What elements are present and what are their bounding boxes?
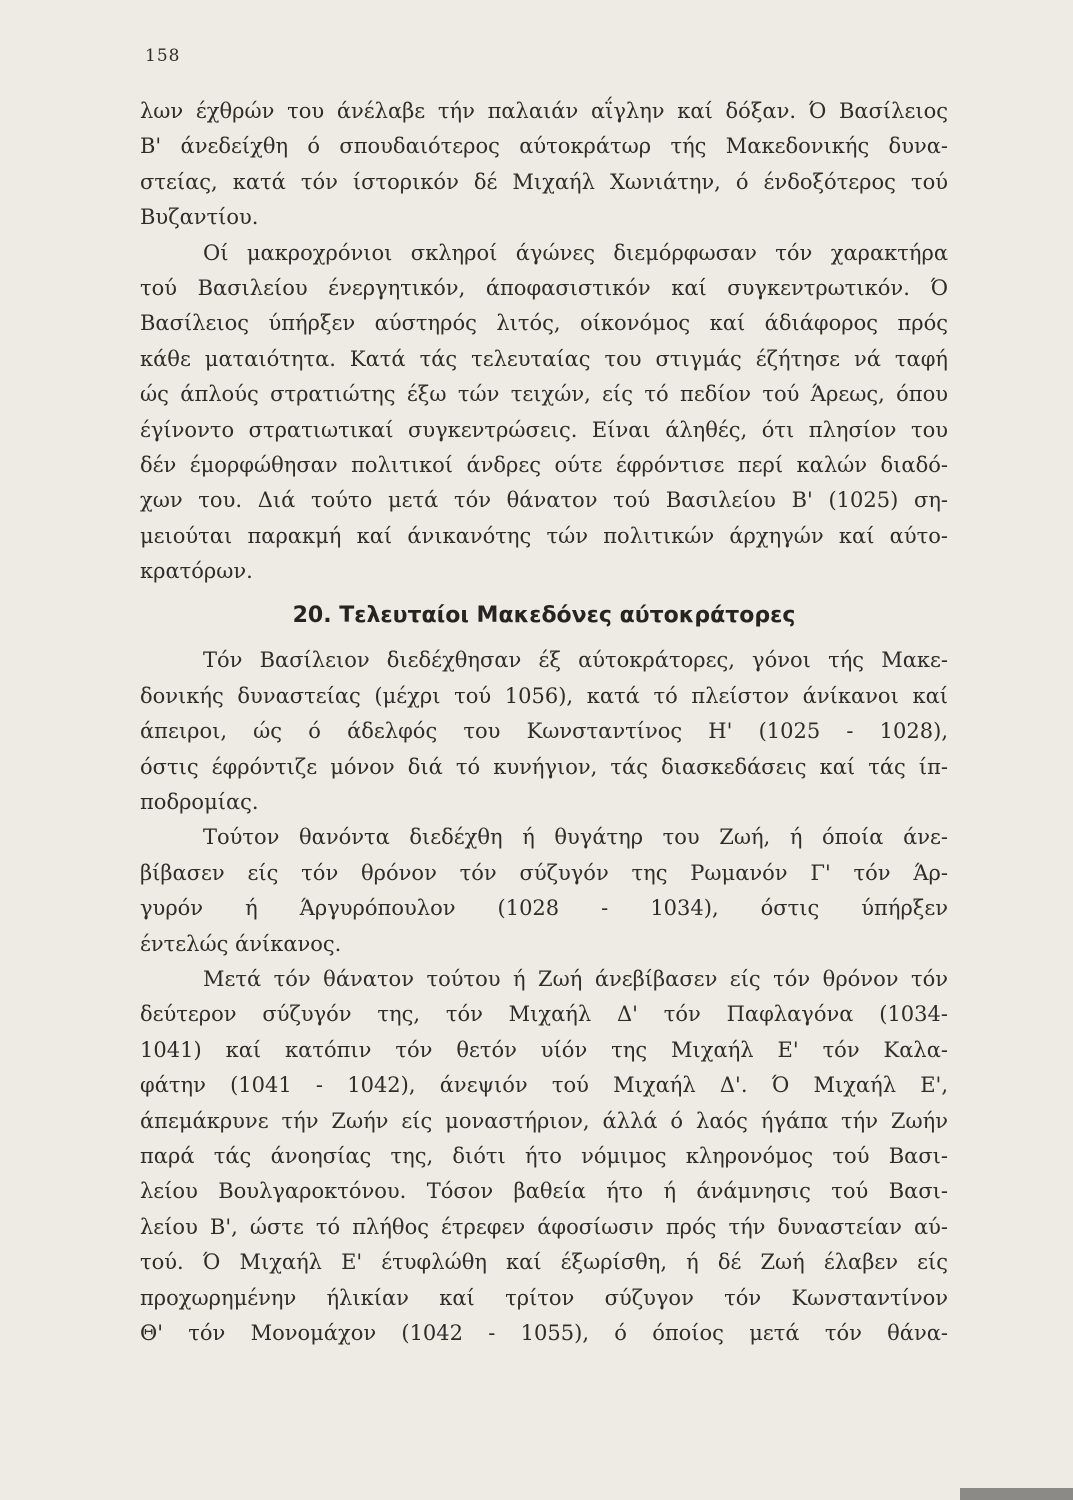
- text-line: κάθε ματαιότητα. Κατά τάς τελευταίας του στιγμάς έζήτησε νά ταφή: [140, 346, 948, 371]
- text-line: βίβασεν είς τόν θρόνον τόν σύζυγόν της Ρωμανόν Γ' τόν Άρ-: [140, 860, 948, 885]
- body-text: [140, 94, 948, 1351]
- text-line: φάτην (1041 - 1042), άνεψιόν τού Μιχαήλ Δ'. Ό Μιχαήλ Ε',: [140, 1073, 948, 1098]
- text-line: Οί μακροχρόνιοι σκληροί άγώνες διεμόρφωσαν τόν χαρακτήρα: [203, 240, 948, 265]
- text-line: όστις έφρόντιζε μόνον διά τό κυνήγιον, τάς διασκεδάσεις καί τάς ίπ-: [140, 754, 948, 779]
- text-line: 1041) καί κατόπιν τόν θετόν υίόν της Μιχαήλ Ε' τόν Καλα-: [140, 1037, 948, 1062]
- text-line: ώς άπλούς στρατιώτης έξω τών τειχών, είς τό πεδίον τού Άρεως, όπου: [140, 382, 948, 407]
- scan-edge-strip: [960, 1488, 1073, 1500]
- text-line: λείου Βουλγαροκτόνου. Τόσον βαθεία ήτο ή άνάμνησις τού Βασι-: [140, 1179, 948, 1204]
- text-line: προχωρημένην ήλικίαν καί τρίτον σύζυγον τόν Κωνσταντίνον: [140, 1285, 948, 1310]
- text-line: γυρόν ή Άργυρόπουλον (1028 - 1034), όστις ύπήρξεν: [140, 896, 948, 921]
- text-line: τού. Ό Μιχαήλ Ε' έτυφλώθη καί έξωρίσθη, ή δέ Ζωή έλαβεν είς: [140, 1250, 948, 1275]
- text-line: στείας, κατά τόν ίστορικόν δέ Μιχαήλ Χωνιάτην, ό ένδοξότερος τού: [140, 169, 948, 194]
- text-line: άπειροι, ώς ό άδελφός του Κωνσταντίνος Η' (1025 - 1028),: [140, 719, 948, 744]
- text-line: δέν έμορφώθησαν πολιτικοί άνδρες ούτε έφρόντισε περί καλών διαδό-: [140, 452, 948, 477]
- text-line: άπεμάκρυνε τήν Ζωήν είς μοναστήριον, άλλά ό λαός ήγάπα τήν Ζωήν: [140, 1108, 948, 1133]
- text-line: έγίνοντο στρατιωτικαί συγκεντρώσεις. Είναι άληθές, ότι πλησίον του: [140, 417, 948, 442]
- text-line: Μετά τόν θάνατον τούτου ή Ζωή άνεβίβασεν είς τόν θρόνον τόν: [203, 966, 948, 991]
- text-line: παρά τάς άνοησίας της, διότι ήτο νόμιμος κληρονόμος τού Βασι-: [140, 1143, 948, 1168]
- text-line: Βυζαντίου.: [140, 205, 259, 230]
- text-line: Β' άνεδείχθη ό σπουδαιότερος αύτοκράτωρ τής Μακεδονικής δυνα-: [140, 134, 948, 159]
- text-line: Τούτον θανόντα διεδέχθη ή θυγάτηρ του Ζωή, ή όποία άνε-: [203, 825, 948, 850]
- text-line: δεύτερον σύζυγόν της, τόν Μιχαήλ Δ' τόν Παφλαγόνα (1034-: [140, 1002, 948, 1027]
- text-line: έντελώς άνίκανος.: [140, 931, 342, 956]
- text-line: μειούται παρακμή καί άνικανότης τών πολιτικών άρχηγών καί αύτο-: [140, 523, 948, 548]
- text-line: Θ' τόν Μονομάχον (1042 - 1055), ό όποίος μετά τόν θάνα-: [140, 1320, 948, 1345]
- page-number: 158: [145, 46, 181, 66]
- section-heading: 20. Τελευταίοι Μακεδόνες αύτοκράτορες: [292, 603, 796, 629]
- text-line: ποδρομίας.: [140, 790, 259, 815]
- text-line: τού Βασιλείου ένεργητικόν, άποφασιστικόν καί συγκεντρωτικόν. Ό: [140, 275, 948, 300]
- text-line: Βασίλειος ύπήρξεν αύστηρός λιτός, οίκονόμος καί άδιάφορος πρός: [140, 311, 948, 336]
- text-line: Τόν Βασίλειον διεδέχθησαν έξ αύτοκράτορες, γόνοι τής Μακε-: [203, 648, 948, 673]
- text-line: λων έχθρών του άνέλαβε τήν παλαιάν αΐγλην καί δόξαν. Ό Βασίλειος: [140, 99, 948, 123]
- text-line: χων του. Διά τούτο μετά τόν θάνατον τού Βασιλείου Β' (1025) ση-: [140, 488, 948, 513]
- text-line: δονικής δυναστείας (μέχρι τού 1056), κατά τό πλείστον άνίκανοι καί: [140, 683, 948, 708]
- text-line: κρατόρων.: [140, 559, 253, 584]
- text-line: λείου Β', ώστε τό πλήθος έτρεφεν άφοσίωσιν πρός τήν δυναστείαν αύ-: [140, 1214, 948, 1239]
